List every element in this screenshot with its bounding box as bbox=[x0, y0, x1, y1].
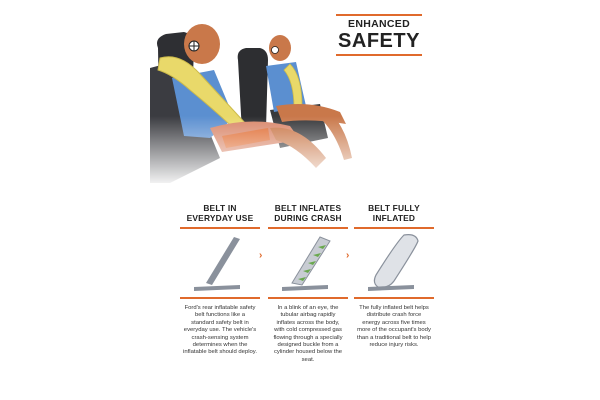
headline-line-2: SAFETY bbox=[338, 30, 420, 52]
step-description: The fully inflated belt helps distribute crash force energy across five times more of the occupant's body than a traditional belt to help reduce injury risks. bbox=[357, 305, 432, 349]
step-art-rule bbox=[268, 297, 348, 299]
belt-normal-illustration bbox=[180, 233, 263, 293]
hero-photo bbox=[150, 8, 360, 188]
headline bbox=[336, 14, 422, 56]
step-title-rule bbox=[180, 227, 260, 229]
headline-top-rule bbox=[336, 14, 422, 16]
belt-fully-inflated-illustration bbox=[354, 233, 434, 293]
headline-line-1: ENHANCED bbox=[348, 18, 410, 30]
step-title-rule bbox=[268, 227, 348, 229]
step-art-rule bbox=[354, 297, 434, 299]
step-fully-inflated bbox=[354, 203, 434, 349]
step-title bbox=[354, 203, 434, 225]
step-title bbox=[180, 203, 260, 225]
step-title-line-2: INFLATED bbox=[372, 213, 416, 223]
step-title-line-1: BELT INFLATES bbox=[274, 203, 342, 213]
crash-test-dummies-illustration bbox=[150, 8, 360, 188]
step-description: Ford's rear inflatable safety belt functions like a standard safety belt in everyday use. The vehicle's crash-sensing system determines when the inflatable belt should deploy. bbox=[183, 305, 257, 356]
step-title-line-1: BELT FULLY bbox=[368, 203, 420, 213]
chevron-right-icon: › bbox=[346, 250, 350, 261]
chevron-right-icon: › bbox=[259, 250, 263, 261]
step-title bbox=[268, 203, 348, 225]
belt-inflating-illustration bbox=[268, 233, 348, 293]
step-everyday-use bbox=[180, 203, 263, 357]
step-title-line-2: DURING CRASH bbox=[274, 213, 342, 223]
headline-bottom-rule bbox=[336, 54, 422, 56]
step-art-rule bbox=[180, 297, 260, 299]
step-description: In a blink of an eye, the tubular airbag rapidly inflates across the body, with cold compressed gas flowing through a specially designed buckle from a cylinder housed below the seat. bbox=[273, 305, 343, 363]
step-title-line-2: EVERYDAY USE bbox=[186, 213, 254, 223]
step-title-rule bbox=[354, 227, 434, 229]
step-title-line-1: BELT IN bbox=[203, 203, 237, 213]
step-inflates-during-crash bbox=[268, 203, 348, 364]
